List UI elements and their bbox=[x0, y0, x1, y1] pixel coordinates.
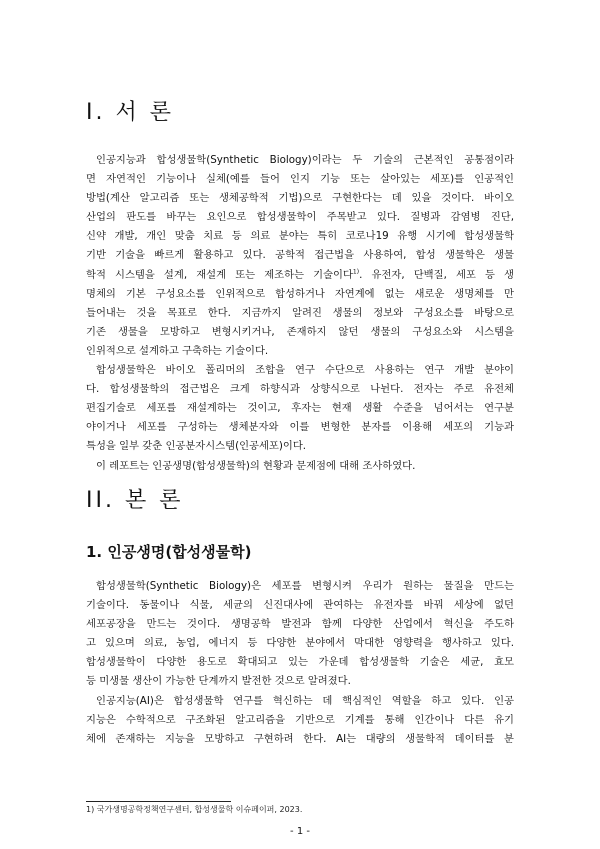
text-line: 이 레포트는 인공생명(합성생물학)의 현황과 문제점에 대해 조사하였다. bbox=[96, 460, 416, 472]
text-segment: . 유전자, 단백질, 세포 등 생 bbox=[359, 268, 514, 281]
text-line-with-footnote bbox=[86, 266, 514, 285]
text-line: 합성생물학은 바이오 폴리머의 조합을 연구 수단으로 사용하는 연구 개발 분야이 bbox=[96, 364, 514, 376]
text-line: 편집기술로 세포를 재설계하는 것이고, 후자는 현재 생활 수준을 넘어서는 연구분 bbox=[86, 402, 514, 415]
text-line: 합성생물학이 다양한 용도로 확대되고 있는 가운데 합성생물학 기술은 세균, 효모 bbox=[86, 656, 514, 669]
text-segment: 학적 시스템을 설계, 재설계 또는 제조하는 기술이다 bbox=[86, 268, 353, 281]
text-line: 산업의 판도를 바꾸는 요인으로 합성생물학이 주목받고 있다. 질병과 감염병 진단, bbox=[86, 211, 514, 224]
text-line: 체에 존재하는 지능을 모방하고 구현하려 한다. AI는 대량의 생물학적 데이터를 분 bbox=[86, 733, 514, 746]
intro-paragraph-2 bbox=[86, 361, 514, 456]
text-line: 다. 합성생물학의 접근법은 크게 하향식과 상향식으로 나뉜다. 전자는 주로 유전체 bbox=[86, 383, 514, 396]
section-title-introduction: I. 서 론 bbox=[86, 100, 174, 125]
body-paragraph-1 bbox=[86, 577, 514, 692]
subsection-title: 1. 인공생명(합성생물학) bbox=[86, 543, 252, 561]
footnote: 1) 국가생명공학정책연구센터, 합성생물학 이슈페이퍼, 2023. bbox=[86, 805, 303, 814]
text-line: 합성생물학(Synthetic Biology)은 세포를 변형시켜 우리가 원하는 물질을 만드는 bbox=[96, 580, 514, 592]
page-number: - 1 - bbox=[290, 826, 310, 837]
intro-paragraph-1 bbox=[86, 151, 514, 361]
text-line: 기반 기술을 빠르게 활용하고 있다. 공학적 접근법을 사용하여, 합성 생물학은 생물 bbox=[86, 249, 514, 262]
text-line: 인공지능(AI)은 합성생물학 연구를 혁신하는 데 핵심적인 역할을 하고 있다. 인공 bbox=[96, 695, 514, 707]
text-line: 방법(계산 알고리즘 또는 생체공학적 기법)으로 구현한다는 데 있을 것이다. 바이오 bbox=[86, 192, 514, 205]
body-paragraph-2 bbox=[86, 692, 514, 749]
text-line: 특성을 일부 갖춘 인공분자시스템(인공세포)이다. bbox=[86, 440, 307, 453]
text-line: 명체의 기본 구성요소를 인위적으로 합성하거나 자연계에 없는 새로운 생명체를 만 bbox=[86, 287, 514, 300]
text-line: 인공지능과 합성생물학(Synthetic Biology)이라는 두 기술의 근본적인 공통점이라 bbox=[96, 154, 514, 166]
section-title-body: II. 본 론 bbox=[86, 488, 184, 513]
footnote-reference[interactable]: 1) bbox=[352, 268, 360, 276]
text-line: 지능은 수학적으로 구조화된 알고리즘을 기반으로 기계를 통해 인간이나 다른 유기 bbox=[86, 714, 514, 727]
intro-paragraph-3 bbox=[86, 457, 514, 476]
text-line: 기존 생물을 모방하고 변형시키거나, 존재하지 않던 생물의 구성요소와 시스템을 bbox=[86, 325, 514, 338]
text-line: 면 자연적인 기능이나 실체(예를 들어 인지 기능 또는 살아있는 세포)를 인공적인 bbox=[86, 173, 514, 186]
text-line: 들어내는 것을 목표로 한다. 지금까지 알려진 생물의 정보와 구성요소를 바탕으로 bbox=[86, 306, 514, 319]
text-line: 신약 개발, 개인 맞춤 치료 등 의료 분야는 특히 코로나19 유행 시기에 합성생물학 bbox=[86, 230, 514, 243]
text-line: 기술이다. 동물이나 식물, 세균의 신진대사에 관여하는 유전자를 바꿔 세상에 없던 bbox=[86, 599, 514, 612]
footnote-divider bbox=[86, 801, 231, 802]
text-line: 인위적으로 설계하고 구축하는 기술이다. bbox=[86, 344, 269, 357]
text-line: 세포공장을 만드는 것이다. 생명공학 발전과 함께 다양한 산업에서 혁신을 주도하 bbox=[86, 618, 514, 631]
text-line: 등 미생물 생산이 가능한 단계까지 발전한 것으로 알려졌다. bbox=[86, 675, 351, 688]
text-line: 고 있으며 의료, 농업, 에너지 등 다양한 분야에서 막대한 영향력을 행사하고 있다. bbox=[86, 637, 514, 650]
text-line: 야이거나 세포를 구성하는 생체분자와 이를 변형한 분자를 이용해 세포의 기능과 bbox=[86, 421, 514, 434]
